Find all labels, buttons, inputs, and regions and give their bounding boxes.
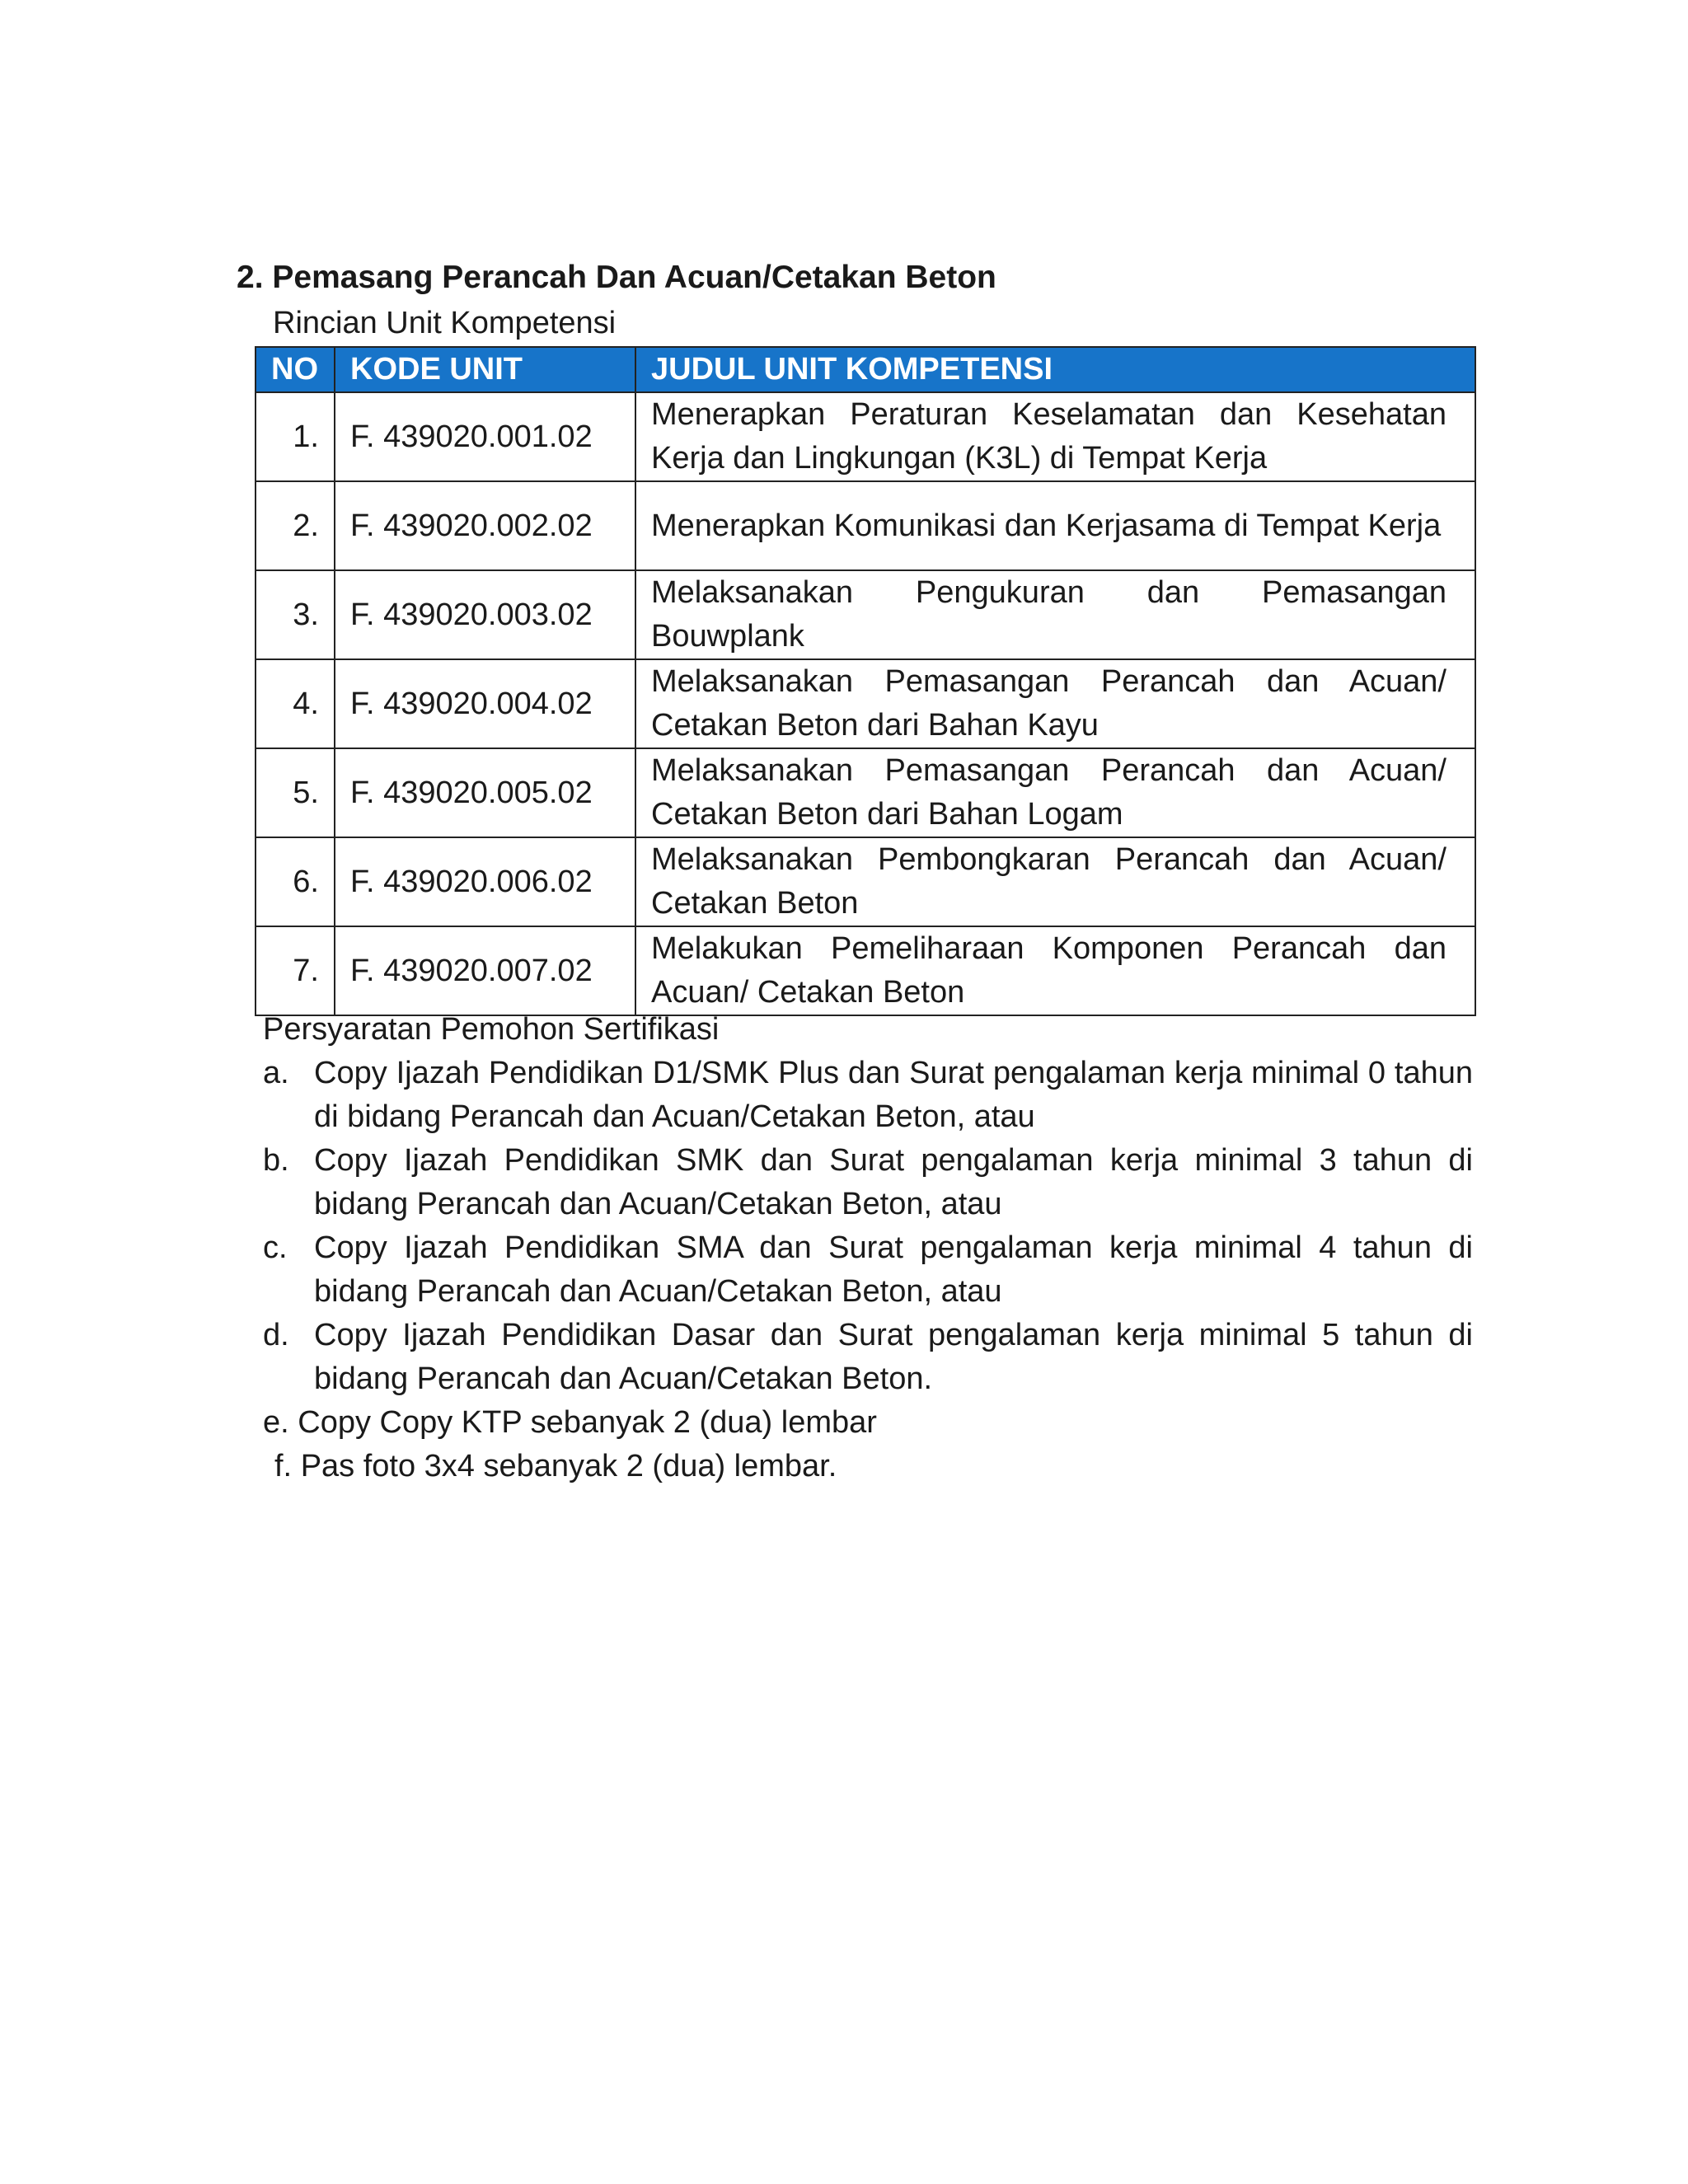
row-number: 3. — [256, 570, 335, 659]
unit-code: F. 439020.002.02 — [335, 481, 635, 570]
unit-title: Menerapkan Peraturan Keselamatan dan Kesehatan Kerja dan Lingkungan (K3L) di Tempat Kerja — [635, 392, 1475, 481]
list-item-label: d. — [263, 1318, 289, 1352]
competency-units-table — [255, 346, 1476, 1016]
list-item-label: e. — [263, 1405, 289, 1440]
table-row — [256, 570, 1475, 659]
unit-title: Melaksanakan Pemasangan Perancah dan Acuan/ Cetakan Beton dari Bahan Logam — [635, 748, 1475, 837]
table-row — [256, 659, 1475, 748]
column-header-title: JUDUL UNIT KOMPETENSI — [635, 347, 1475, 392]
row-number: 1. — [256, 392, 335, 481]
list-item-text: Copy Ijazah Pendidikan Dasar dan Surat pengalaman kerja minimal 5 tahun di bidang Perancah dan Acuan/Cetakan Beton. — [314, 1318, 1473, 1396]
list-item-text: Copy Ijazah Pendidikan SMA dan Surat pengalaman kerja minimal 4 tahun di bidang Perancah dan Acuan/Cetakan Beton, atau — [314, 1230, 1473, 1309]
column-header-no: NO — [256, 347, 335, 392]
list-item-text: Copy Ijazah Pendidikan SMK dan Surat pengalaman kerja minimal 3 tahun di bidang Perancah dan Acuan/Cetakan Beton, atau — [314, 1143, 1473, 1221]
requirements-list — [263, 1052, 1473, 1488]
unit-code: F. 439020.004.02 — [335, 659, 635, 748]
row-number: 4. — [256, 659, 335, 748]
unit-title: Melaksanakan Pembongkaran Perancah dan Acuan/ Cetakan Beton — [635, 837, 1475, 926]
unit-code: F. 439020.005.02 — [335, 748, 635, 837]
list-item — [263, 1401, 1473, 1445]
unit-code: F. 439020.007.02 — [335, 926, 635, 1015]
table-row — [256, 392, 1475, 481]
list-item — [263, 1226, 1473, 1314]
column-header-code: KODE UNIT — [335, 347, 635, 392]
table-row — [256, 926, 1475, 1015]
list-item-text: Pas foto 3x4 sebanyak 2 (dua) lembar. — [300, 1449, 837, 1483]
unit-code: F. 439020.006.02 — [335, 837, 635, 926]
table-header-row — [256, 347, 1475, 392]
list-item — [263, 1314, 1473, 1401]
requirements-heading: Persyaratan Pemohon Sertifikasi — [263, 1012, 720, 1047]
unit-code: F. 439020.001.02 — [335, 392, 635, 481]
table-caption: Rincian Unit Kompetensi — [273, 306, 617, 340]
row-number: 2. — [256, 481, 335, 570]
list-item-label: f. — [274, 1449, 293, 1483]
list-item-text: Copy Ijazah Pendidikan D1/SMK Plus dan Surat pengalaman kerja minimal 0 tahun di bidang Perancah dan Acuan/Cetakan Beton, atau — [314, 1056, 1473, 1134]
list-item — [263, 1052, 1473, 1139]
unit-title: Menerapkan Komunikasi dan Kerjasama di Tempat Kerja — [635, 481, 1475, 570]
list-item-label: b. — [263, 1143, 289, 1178]
list-item-label: c. — [263, 1230, 288, 1265]
list-item-label: a. — [263, 1056, 289, 1090]
list-item — [263, 1445, 1473, 1488]
unit-title: Melaksanakan Pemasangan Perancah dan Acuan/ Cetakan Beton dari Bahan Kayu — [635, 659, 1475, 748]
row-number: 6. — [256, 837, 335, 926]
table-row — [256, 837, 1475, 926]
list-item — [263, 1139, 1473, 1226]
section-heading: 2. Pemasang Perancah Dan Acuan/Cetakan Beton — [237, 260, 996, 295]
row-number: 7. — [256, 926, 335, 1015]
unit-title: Melaksanakan Pengukuran dan Pemasangan Bouwplank — [635, 570, 1475, 659]
table-row — [256, 481, 1475, 570]
table-row — [256, 748, 1475, 837]
row-number: 5. — [256, 748, 335, 837]
unit-title: Melakukan Pemeliharaan Komponen Perancah dan Acuan/ Cetakan Beton — [635, 926, 1475, 1015]
list-item-text: Copy Copy KTP sebanyak 2 (dua) lembar — [298, 1405, 877, 1440]
unit-code: F. 439020.003.02 — [335, 570, 635, 659]
